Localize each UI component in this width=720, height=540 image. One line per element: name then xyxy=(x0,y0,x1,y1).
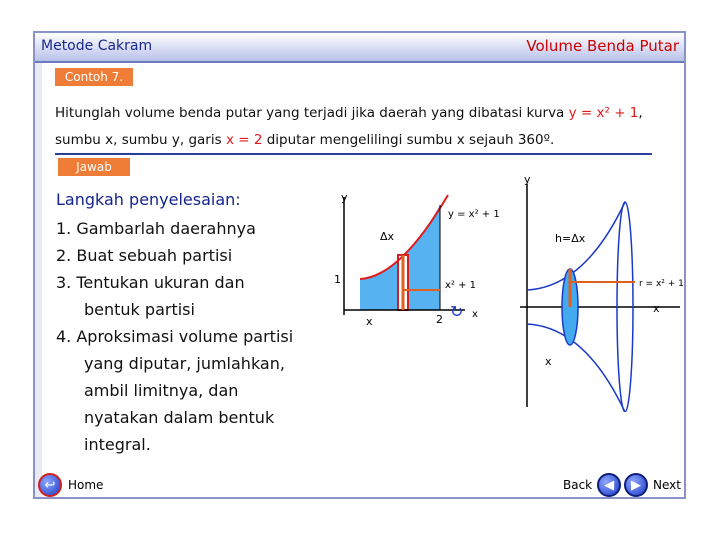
step-1: 1. Gambarlah daerahnya xyxy=(56,219,256,238)
method-title: Metode Cakram xyxy=(41,38,153,54)
step-3: 3. Tentukan ukuran dan xyxy=(56,273,245,292)
two-label: 2 xyxy=(436,313,443,326)
solid-bottom xyxy=(527,324,625,412)
x-label-2: x xyxy=(653,302,660,315)
step-4: 4. Aproksimasi volume partisi xyxy=(56,327,294,346)
x-bottom-label: x xyxy=(545,355,552,368)
next-arrow-icon: ▶ xyxy=(624,473,648,497)
step-4-cont-4: integral. xyxy=(84,435,151,454)
topic-title: Volume Benda Putar xyxy=(526,37,679,55)
steps-title: Langkah penyelesaian: xyxy=(56,190,241,209)
one-label: 1 xyxy=(334,273,341,286)
x-label: x xyxy=(366,315,373,328)
r-label: r = x² + 1 xyxy=(639,279,684,289)
y-label-2: y xyxy=(524,173,531,186)
rotation-icon: ↻ xyxy=(450,302,464,321)
step-2: 2. Buat sebuah partisi xyxy=(56,246,233,265)
divider-line xyxy=(55,153,652,155)
step-4-cont-1: yang diputar, jumlahkan, xyxy=(84,354,285,373)
problem-line-1: Hitunglah volume benda putar yang terjadi jika daerah yang dibatasi kurva y = x² + 1, xyxy=(55,105,643,121)
steps-list xyxy=(56,190,293,458)
back-button[interactable]: Back ◀ xyxy=(563,473,621,497)
answer-tag: Jawab xyxy=(58,158,130,176)
dx-label: Δx xyxy=(380,230,395,243)
step-4-cont-2: ambil limitnya, dan xyxy=(84,381,239,400)
problem-text xyxy=(55,99,675,154)
step-4-cont-3: nyatakan dalam bentuk xyxy=(84,408,275,427)
line-equation: x = 2 xyxy=(225,132,263,148)
next-button[interactable]: ▶ Next xyxy=(624,473,681,497)
region-graph xyxy=(330,185,510,335)
solid-top xyxy=(527,202,625,290)
axis-x-label: x xyxy=(472,309,478,320)
y-label: y xyxy=(341,191,348,204)
solid-graph xyxy=(515,172,690,412)
curve-label: y = x² + 1 xyxy=(448,209,500,220)
home-button[interactable]: ↩ Home xyxy=(38,473,103,497)
header-bar xyxy=(35,33,684,63)
back-arrow-icon: ◀ xyxy=(597,473,621,497)
curve-equation: y = x² + 1 xyxy=(568,105,639,121)
problem-line-2: sumbu x, sumbu y, garis x = 2 diputar mengelilingi sumbu x sejauh 360º. xyxy=(55,132,555,148)
step-3-cont: bentuk partisi xyxy=(84,300,195,319)
fx-label: x² + 1 xyxy=(445,280,477,291)
home-arrow-icon: ↩ xyxy=(38,473,62,497)
h-label: h=Δx xyxy=(555,232,586,245)
example-tag: Contoh 7. xyxy=(55,68,133,86)
